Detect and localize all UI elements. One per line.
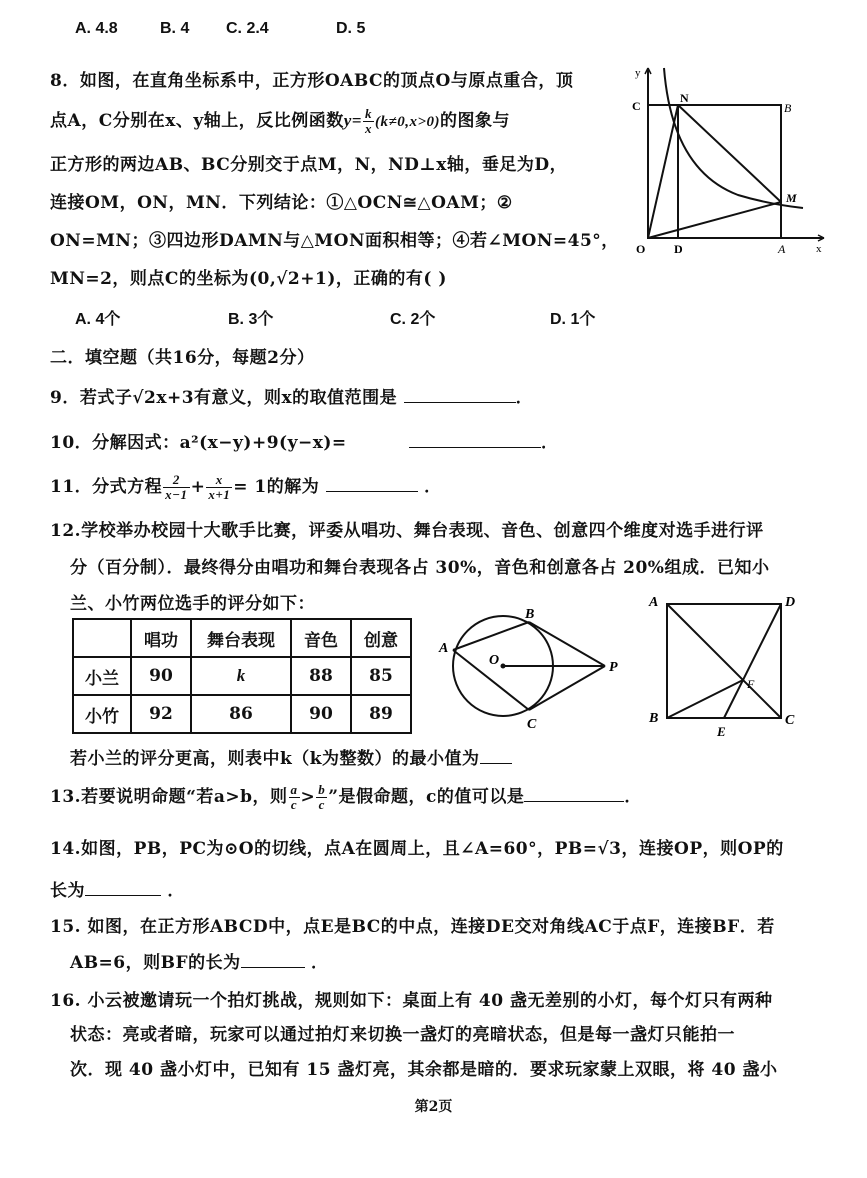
q9-answer-blank[interactable] — [404, 402, 516, 403]
q13-pre: 13.若要说明命题“若a>b，则 — [50, 787, 288, 807]
q8-fn: y= — [343, 111, 362, 130]
q10-answer-blank[interactable] — [409, 447, 541, 448]
q11-post: = 1的解为 — [233, 477, 320, 497]
label-f: F — [747, 677, 755, 691]
q8-option-b: B. 3个 — [228, 311, 274, 328]
label-a: A — [778, 242, 786, 256]
q14-circle-figure — [433, 604, 633, 734]
label-c: C — [632, 99, 641, 113]
q13-line: 13.若要说明命题“若a>b，则 $\frac{a}{c}$ > $\frac{b}{c}$ ”是假命题，c的值可以是 ． — [50, 782, 642, 812]
q11-frac1-den: x−1 — [165, 487, 188, 502]
q8-line-2b: 的图象与 — [440, 111, 510, 131]
q12-question: 若小兰的评分更高，则表中k（k为整数）的最小值为 — [70, 749, 480, 769]
table-cell: 89 — [351, 695, 411, 733]
q14-answer-blank[interactable] — [85, 895, 161, 896]
label-b: B — [525, 607, 535, 622]
q11-fraction-1 — [163, 473, 189, 502]
label-b: B — [649, 711, 659, 726]
label-e: E — [717, 724, 726, 739]
table-cell: 88 — [291, 657, 351, 695]
q12-score-table — [72, 618, 412, 734]
q9-line: 9．若式子√2x+3有意义，则x的取值范围是 ． — [50, 388, 534, 408]
q14-line-2: 长为 ． — [50, 881, 185, 901]
label-c: C — [785, 713, 795, 728]
table-cell: 90 — [131, 657, 191, 695]
table-cell: 86 — [191, 695, 291, 733]
q11-pre: 11．分式方程 — [50, 477, 163, 497]
label-a: A — [439, 641, 449, 656]
q13-frac1-den: c — [290, 797, 298, 812]
table-cell: 小兰 — [73, 657, 131, 695]
q7-option-c: C. 2.4 — [226, 20, 269, 37]
segment-on — [648, 105, 678, 238]
q15-answer-blank[interactable] — [241, 967, 305, 968]
q15-square-figure — [645, 590, 805, 742]
label-x: x — [816, 243, 822, 255]
label-y: y — [635, 67, 641, 79]
q8-line-6: MN=2，则点C的坐标为(0,√2+1)，正确的有( ) — [50, 269, 447, 289]
label-m: M — [786, 191, 797, 205]
q16-line-1: 16. 小云被邀请玩一个拍灯挑战，规则如下：桌面上有 40 盏无差别的小灯，每个灯只有两种 — [50, 991, 773, 1011]
q9-text: 9．若式子√2x+3有意义，则x的取值范围是 — [50, 388, 398, 408]
label-o: O — [636, 242, 646, 256]
q10-text: 10．分解因式：a²(x−y)+9(y−x)= — [50, 433, 347, 453]
square-oabc — [648, 105, 781, 238]
q13-fraction-2 — [316, 783, 327, 812]
label-b: B — [784, 101, 792, 115]
hyperbola-curve — [664, 68, 803, 208]
q8-line-3: 正方形的两边AB、BC分别交于点M，N，ND⊥x轴，垂足为D， — [50, 155, 568, 175]
label-a: A — [649, 595, 659, 610]
label-d: D — [674, 242, 683, 256]
q11-fraction-2 — [206, 473, 232, 502]
table-cell: 小竹 — [73, 695, 131, 733]
q8-fraction — [363, 107, 374, 136]
page-number: 第2页 — [414, 1099, 453, 1115]
segment-ab — [453, 622, 529, 650]
table-header-cell: 舞台表现 — [191, 619, 291, 657]
segment-om — [648, 202, 781, 238]
table-header-cell: 音色 — [291, 619, 351, 657]
q10-line: 10．分解因式：a²(x−y)+9(y−x)= ． — [50, 433, 559, 453]
q11-answer-blank[interactable] — [326, 491, 418, 492]
segment-de — [724, 604, 781, 718]
section-2-heading: 二．填空题（共16分，每题2分） — [50, 348, 315, 368]
q8-line-5: ON=MN；③四边形DAMN与△MON面积相等；④若∠MON=45°， — [50, 231, 619, 251]
table-cell: 92 — [131, 695, 191, 733]
q8-option-d: D. 1个 — [550, 311, 596, 328]
q11-frac2-num: x — [206, 473, 232, 488]
table-cell: 85 — [351, 657, 411, 695]
q7-option-a: A. 4.8 — [75, 20, 118, 37]
q8-line-2a: 点A，C分别在x、y轴上，反比例函数 — [50, 111, 344, 131]
tangent-pb — [529, 622, 605, 666]
table-header-cell: 唱功 — [131, 619, 191, 657]
q13-gt: > — [300, 787, 316, 807]
q13-fraction-1 — [289, 783, 300, 812]
q15-line-1: 15. 如图，在正方形ABCD中，点E是BC的中点，连接DE交对角线AC于点F，连接BF．若 — [50, 917, 775, 937]
table-cell: 90 — [291, 695, 351, 733]
table-row — [73, 695, 411, 733]
q15-line-2-text: AB=6，则BF的长为 — [70, 953, 241, 973]
q11-line: 11．分式方程 $\frac{2}{x-1}$ + $\frac{x}{x+1}$ = 1的解为 ． — [50, 472, 442, 502]
label-p: P — [609, 660, 618, 675]
q8-option-c: C. 2个 — [390, 311, 436, 328]
label-o: O — [489, 653, 500, 668]
q16-line-3: 次．现 40 盏小灯中，已知有 15 盏灯亮，其余都是暗的．要求玩家蒙上双眼，将 40 盏小 — [70, 1060, 778, 1080]
q7-option-b: B. 4 — [160, 20, 190, 37]
q7-option-d: D. 5 — [336, 20, 366, 37]
segment-mn — [678, 105, 781, 202]
q13-frac2-num: b — [318, 782, 326, 797]
q14-line-1: 14.如图，PB，PC为⊙O的切线，点A在圆周上，且∠A=60°，PB=√3，连接OP，则OP的 — [50, 839, 784, 859]
q8-option-a: A. 4个 — [75, 311, 121, 328]
segment-bf — [667, 680, 743, 718]
label-c: C — [527, 717, 537, 732]
q15-line-2: AB=6，则BF的长为 ． — [70, 953, 329, 973]
q8-line-2 — [50, 106, 510, 136]
q8-line-1: 8．如图，在直角坐标系中，正方形OABC的顶点O与原点重合，顶 — [50, 71, 574, 91]
table-row — [73, 657, 411, 695]
q12-answer-blank[interactable] — [480, 763, 512, 764]
q8-coordinate-figure — [628, 60, 833, 260]
q14-line-2-text: 长为 — [50, 881, 85, 901]
q8-line-4: 连接OM，ON，MN．下列结论：①△OCN≅△OAM；② — [50, 193, 513, 213]
q11-frac1-num: 2 — [163, 473, 189, 488]
table-header-cell: 创意 — [351, 619, 411, 657]
q12-line-4 — [70, 744, 512, 769]
diagonal-ac — [667, 604, 781, 718]
q8-frac-den: x — [364, 121, 372, 136]
center-point — [501, 664, 506, 669]
q13-frac1-num: a — [290, 782, 298, 797]
q13-frac2-den: c — [318, 797, 325, 812]
label-n: N — [680, 91, 689, 105]
table-header-cell — [73, 619, 131, 657]
q12-line-1: 12.学校举办校园十大歌手比赛，评委从唱功、舞台表现、音色、创意四个维度对选手进行评 — [50, 521, 764, 541]
q12-line-2: 分（百分制）．最终得分由唱功和舞台表现各占 30%，音色和创意各占 20%组成．已知小 — [70, 558, 770, 578]
q13-post: ”是假命题，c的值可以是 — [328, 787, 525, 807]
table-header-row — [73, 619, 411, 657]
label-d: D — [785, 595, 796, 610]
q13-answer-blank[interactable] — [524, 801, 624, 802]
q12-line-3: 兰、小竹两位选手的评分如下： — [70, 594, 315, 614]
q16-line-2: 状态：亮或者暗，玩家可以通过拍灯来切换一盏灯的亮暗状态，但是每一盏灯只能拍一 — [70, 1025, 735, 1045]
q8-frac-num: k — [364, 106, 372, 121]
q8-condition: (k≠0,x>0) — [374, 114, 440, 130]
tangent-pc — [529, 666, 605, 710]
q11-plus: + — [190, 477, 206, 497]
q11-frac2-den: x+1 — [208, 487, 231, 502]
table-cell: k — [191, 657, 291, 695]
